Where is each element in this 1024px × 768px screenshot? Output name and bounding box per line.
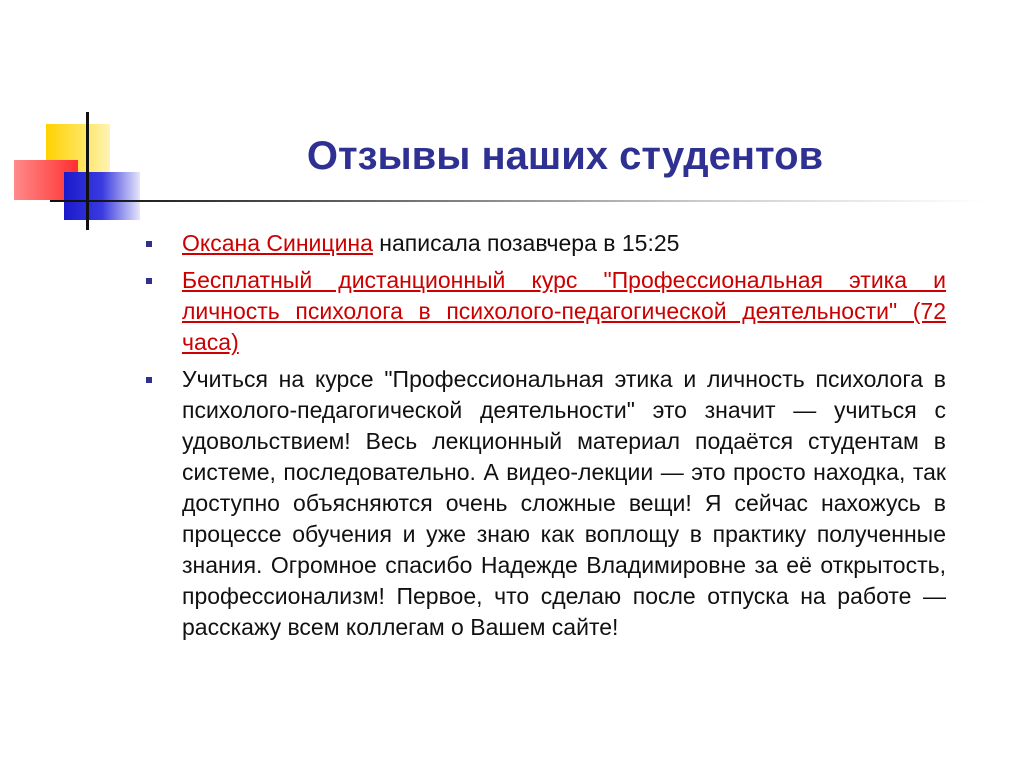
list-item [140,265,946,358]
list-item [140,364,946,643]
review-text: Учиться на курсе "Профессиональная этика и личность психолога в психолого-педагогической деятельности" это значит — учиться с удовольствием! Весь лекционный материал подаётся студентам в системе, последовательно. А видео-лекции — это просто находка, так доступно объясняются очень сложные вещи! Я сейчас нахожусь в процессе обучения и уже знаю как воплощу в практику полученные знания. Огромное спасибо Надежде Владимировне за её открытость, профессионализм! Первое, что сделаю после отпуска на работе — расскажу всем коллегам о Вашем сайте! [182,366,946,640]
square-bullet-icon [146,241,152,247]
title-underline [86,200,986,202]
author-link[interactable]: Оксана Синицина [182,230,373,256]
course-link[interactable]: Бесплатный дистанционный курс "Профессиональная этика и личность психолога в психолого-педагогической деятельности" (72 часа) [182,267,946,355]
blue-square-shape [64,172,140,220]
square-bullet-icon [146,278,152,284]
list-item [140,228,946,259]
post-meta-text: написала позавчера в 15:25 [372,230,680,256]
vertical-line [86,112,89,230]
decorative-logo [0,0,160,240]
bullet-list [140,228,946,649]
square-bullet-icon [146,377,152,383]
slide-title: Отзывы наших студентов [306,134,824,178]
